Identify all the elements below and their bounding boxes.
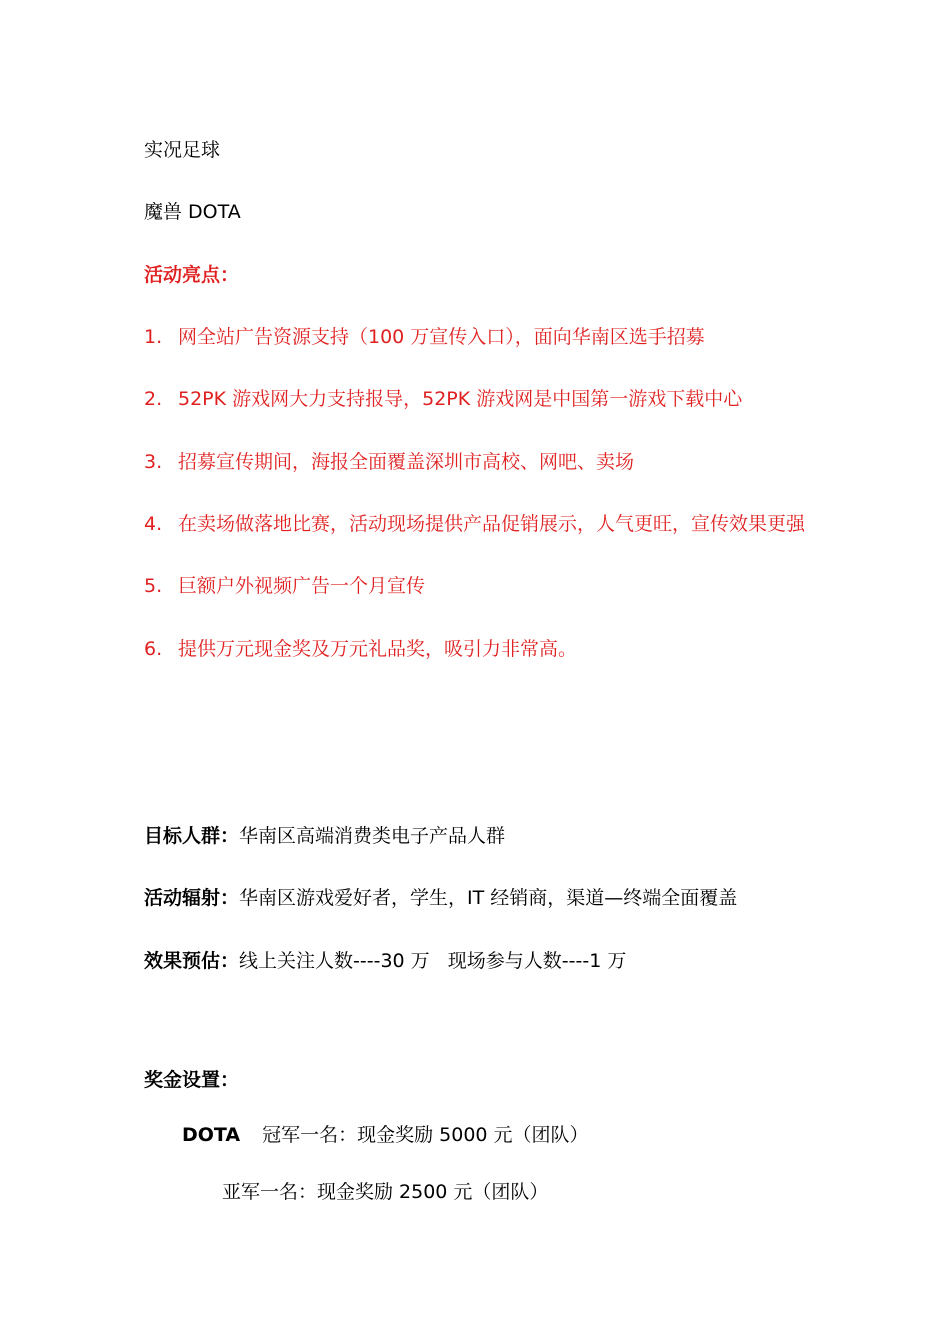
prize-first-place: 冠军一名：现金奖励 5000 元（团队） <box>262 1124 589 1146</box>
prize-game-name: DOTA <box>182 1124 241 1146</box>
highlight-item <box>144 511 805 537</box>
activity-reach-value: 华南区游戏爱好者，学生，IT 经销商，渠道—终端全面覆盖 <box>239 887 738 909</box>
activity-reach-line <box>144 885 737 911</box>
highlight-number: 2. <box>144 388 163 410</box>
highlight-item <box>144 636 577 662</box>
prize-first-line <box>182 1122 589 1148</box>
target-audience-line <box>144 823 505 849</box>
effect-estimate-label: 效果预估： <box>144 950 240 972</box>
highlight-text: 52PK 游戏网大力支持报导，52PK 游戏网是中国第一游戏下载中心 <box>178 388 743 410</box>
highlights-title: 活动亮点： <box>144 264 240 286</box>
highlight-item <box>144 386 742 412</box>
prize-title: 奖金设置： <box>144 1069 240 1091</box>
highlight-number: 1. <box>144 326 163 348</box>
prize-second-place: 亚军一名：现金奖励 2500 元（团队） <box>222 1181 549 1203</box>
activity-reach-label: 活动辐射： <box>144 887 240 909</box>
highlight-item <box>144 449 634 475</box>
highlight-number: 5. <box>144 575 163 597</box>
target-audience-label: 目标人群： <box>144 825 240 847</box>
highlight-item <box>144 324 705 350</box>
highlight-text: 网全站广告资源支持（100 万宣传入口），面向华南区选手招募 <box>178 326 705 348</box>
highlight-number: 4. <box>144 513 163 535</box>
highlight-text: 提供万元现金奖及万元礼品奖，吸引力非常高。 <box>178 638 578 660</box>
highlight-item <box>144 573 425 599</box>
highlight-text: 在卖场做落地比赛，活动现场提供产品促销展示，人气更旺，宣传效果更强 <box>178 513 806 535</box>
game-name-dota: 魔兽 DOTA <box>144 201 241 223</box>
prize-second-line <box>222 1179 548 1205</box>
target-audience-value: 华南区高端消费类电子产品人群 <box>239 825 506 847</box>
highlight-text: 巨额户外视频广告一个月宣传 <box>178 575 426 597</box>
highlight-number: 3. <box>144 451 163 473</box>
effect-estimate-line <box>144 948 626 974</box>
game-name-winning-eleven: 实况足球 <box>144 139 221 161</box>
effect-estimate-value: 线上关注人数----30 万 现场参与人数----1 万 <box>239 950 627 972</box>
highlight-text: 招募宣传期间，海报全面覆盖深圳市高校、网吧、卖场 <box>178 451 635 473</box>
highlight-number: 6. <box>144 638 163 660</box>
